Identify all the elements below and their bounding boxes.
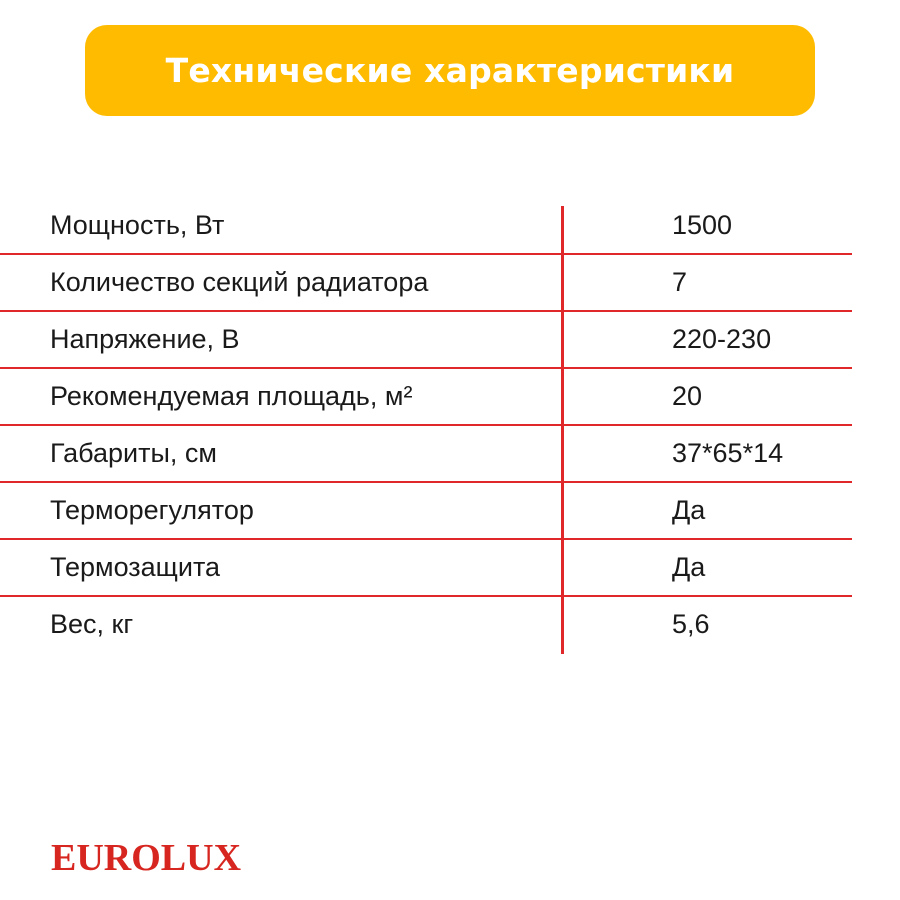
table-row	[0, 255, 900, 312]
spec-label: Напряжение, В	[50, 324, 240, 354]
spec-label: Габариты, см	[50, 438, 217, 468]
spec-value: 20	[672, 381, 703, 411]
spec-value: 220-230	[672, 324, 772, 354]
spec-label: Вес, кг	[50, 609, 134, 639]
spec-value: 37*65*14	[672, 438, 784, 468]
spec-label: Рекомендуемая площадь, м²	[50, 381, 413, 411]
spec-table	[0, 198, 900, 654]
table-row	[0, 483, 900, 540]
spec-value: Да	[672, 495, 706, 525]
table-row	[0, 198, 900, 255]
spec-label: Термозащита	[50, 552, 221, 582]
spec-label: Терморегулятор	[50, 495, 254, 525]
page-title: Технические характеристики	[165, 51, 735, 90]
header-banner	[85, 25, 815, 116]
spec-value: 1500	[672, 210, 733, 240]
table-row	[0, 369, 900, 426]
table-row	[0, 312, 900, 369]
brand-logo: EUROLUX	[51, 837, 242, 879]
spec-value: 5,6	[672, 609, 710, 639]
table-row	[0, 540, 900, 597]
spec-value: Да	[672, 552, 706, 582]
spec-label: Мощность, Вт	[50, 210, 225, 240]
table-row	[0, 426, 900, 483]
table-row	[0, 597, 900, 654]
spec-label: Количество секций радиатора	[50, 267, 429, 297]
spec-value: 7	[672, 267, 688, 297]
